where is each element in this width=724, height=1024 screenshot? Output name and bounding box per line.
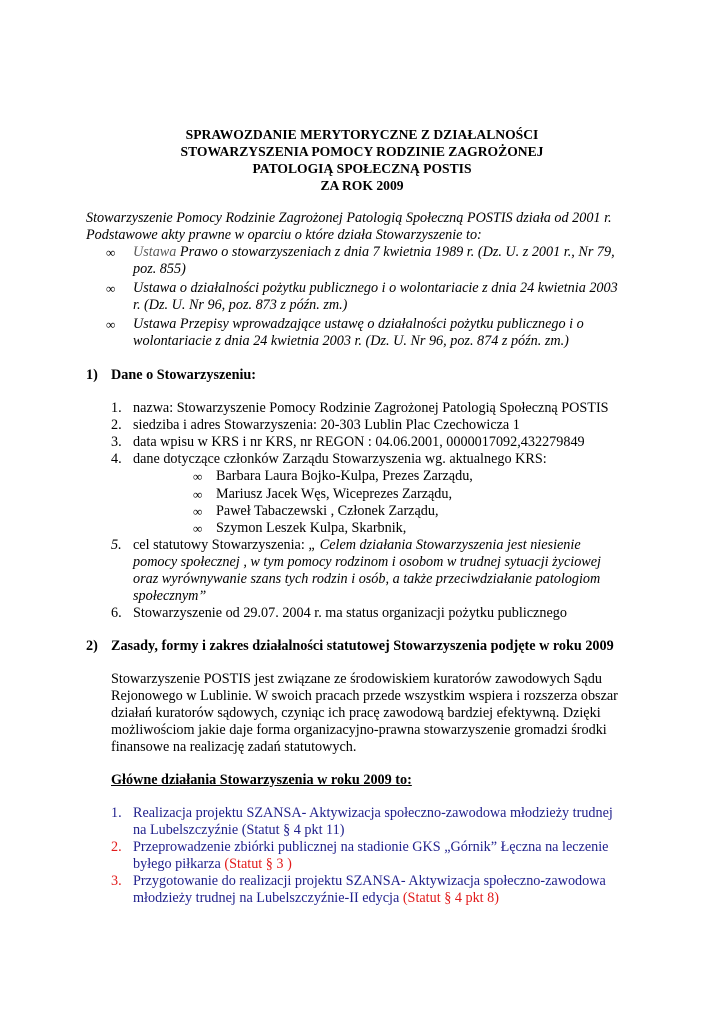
activity-text: młodzieży trudnej na Lubelszczyźnie-II edycja <box>133 890 403 906</box>
list-item: data wpisu w KRS i nr KRS, nr REGON : 04.06.2001, 0000017092,432279849 <box>133 434 585 450</box>
activity-line <box>133 890 499 907</box>
infinity-bullet-icon: ∞ <box>193 469 203 484</box>
goal-label: cel statutowy Stowarzyszenia: <box>133 537 309 553</box>
activity-line: Przygotowanie do realizacji projektu SZANSA- Aktywizacja społeczno-zawodowa <box>133 873 606 889</box>
act-prefix: Ustawa <box>133 244 180 260</box>
title-line: STOWARZYSZENIA POMOCY RODZINIE ZAGROŻONEJ <box>180 144 544 159</box>
title-line: PATOLOGIĄ SPOŁECZNĄ POSTIS <box>252 161 472 176</box>
goal-quote: „ Celem działania Stowarzyszenia jest niesienie <box>308 537 581 553</box>
section-number: 2) <box>86 638 98 654</box>
section-heading: Dane o Stowarzyszeniu: <box>111 367 257 383</box>
act-line <box>133 244 615 261</box>
list-number: 3. <box>111 434 122 450</box>
section-heading: Zasady, formy i zakres działalności statutowej Stowarzyszenia podjęte w roku 2009 <box>111 638 614 654</box>
section-number: 1) <box>86 367 98 383</box>
act-line: poz. 855) <box>133 261 186 277</box>
activity-number: 1. <box>111 805 122 821</box>
paragraph-line: działań kuratorów sądowych, czyniąc ich pracę zawodową bardziej efektywną. Dzięki <box>111 705 601 721</box>
statute-ref: (Statut § 3 ) <box>224 856 292 872</box>
list-item: Stowarzyszenie od 29.07. 2004 r. ma status organizacji pożytku publicznego <box>133 605 567 621</box>
list-item <box>133 537 581 554</box>
statute-ref: (Statut § 4 pkt 11) <box>241 822 345 838</box>
list-number: 5. <box>111 537 122 553</box>
list-number: 1. <box>111 400 122 416</box>
act-line: Ustawa Przepisy wprowadzające ustawę o działalności pożytku publicznego i o <box>133 316 584 332</box>
list-number: 4. <box>111 451 122 467</box>
activity-line: Realizacja projektu SZANSA- Aktywizacja społeczno-zawodowa młodzieży trudnej <box>133 805 613 821</box>
paragraph-line: Stowarzyszenie POSTIS jest związane ze środowiskiem kuratorów zawodowych Sądu <box>111 671 602 687</box>
title-line: ZA ROK 2009 <box>320 178 404 193</box>
activity-line <box>133 856 292 873</box>
goal-quote: społecznym” <box>133 588 207 604</box>
infinity-bullet-icon: ∞ <box>106 245 116 260</box>
act-text: Prawo o stowarzyszeniach z dnia 7 kwietnia 1989 r. (Dz. U. z 2001 r., Nr 79, <box>179 244 615 260</box>
list-item: dane dotyczące członków Zarządu Stowarzyszenia wg. aktualnego KRS: <box>133 451 547 467</box>
paragraph-line: Rejonowego w Lublinie. W swoich pracach przede wszystkim wspiera i rozszerza obszar <box>111 688 618 704</box>
intro-line: Stowarzyszenie Pomocy Rodzinie Zagrożonej Patologią Społeczną POSTIS działa od 2001 r. <box>86 210 612 226</box>
list-number: 2. <box>111 417 122 433</box>
paragraph-line: finansowe na realizację zadań statutowych. <box>111 739 357 755</box>
infinity-bullet-icon: ∞ <box>193 487 203 502</box>
list-item: nazwa: Stowarzyszenie Pomocy Rodzinie Zagrożonej Patologią Społeczną POSTIS <box>133 400 609 416</box>
goal-quote: pomocy społecznej , w tym pomocy rodzinom i osobom w trudnej sytuacji życiowej <box>133 554 601 570</box>
infinity-bullet-icon: ∞ <box>193 521 203 536</box>
infinity-bullet-icon: ∞ <box>193 504 203 519</box>
list-item: siedziba i adres Stowarzyszenia: 20-303 Lublin Plac Czechowicza 1 <box>133 417 520 433</box>
activity-number: 2. <box>111 839 122 855</box>
statute-ref: (Statut § 4 pkt 8) <box>402 890 499 906</box>
intro-line: Podstawowe akty prawne w oparciu o które działa Stowarzyszenie to: <box>86 227 482 243</box>
board-member: Mariusz Jacek Węs, Wiceprezes Zarządu, <box>216 486 453 502</box>
act-line: Ustawa o działalności pożytku publicznego i o wolontariacie z dnia 24 kwietnia 2003 <box>133 280 618 296</box>
infinity-bullet-icon: ∞ <box>106 281 116 296</box>
paragraph-line: możliwościom jakie daje forma organizacyjno-prawna stowarzyszenie gromadzi środki <box>111 722 607 738</box>
title-line: SPRAWOZDANIE MERYTORYCZNE Z DZIAŁALNOŚCI <box>185 127 539 142</box>
infinity-bullet-icon: ∞ <box>106 317 116 332</box>
activity-line <box>133 822 344 839</box>
board-member: Paweł Tabaczewski , Członek Zarządu, <box>216 503 439 519</box>
activities-heading: Główne działania Stowarzyszenia w roku 2009 to: <box>111 772 412 788</box>
activity-line: Przeprowadzenie zbiórki publicznej na stadionie GKS „Górnik” Łęczna na leczenie <box>133 839 609 855</box>
activity-text: na Lubelszczyźnie <box>133 822 242 838</box>
activity-text: byłego piłkarza <box>133 856 225 872</box>
activity-number: 3. <box>111 873 122 889</box>
board-member: Barbara Laura Bojko-Kulpa, Prezes Zarządu, <box>216 468 473 484</box>
list-number: 6. <box>111 605 122 621</box>
goal-quote: oraz wyrównywanie szans tych rodzin i osób, a także przeciwdziałanie patologiom <box>133 571 601 587</box>
board-member: Szymon Leszek Kulpa, Skarbnik, <box>216 520 407 536</box>
act-line: wolontariacie z dnia 24 kwietnia 2003 r. (Dz. U. Nr 96, poz. 874 z późn. zm.) <box>133 333 569 349</box>
act-line: r. (Dz. U. Nr 96, poz. 873 z późn. zm.) <box>133 297 348 313</box>
